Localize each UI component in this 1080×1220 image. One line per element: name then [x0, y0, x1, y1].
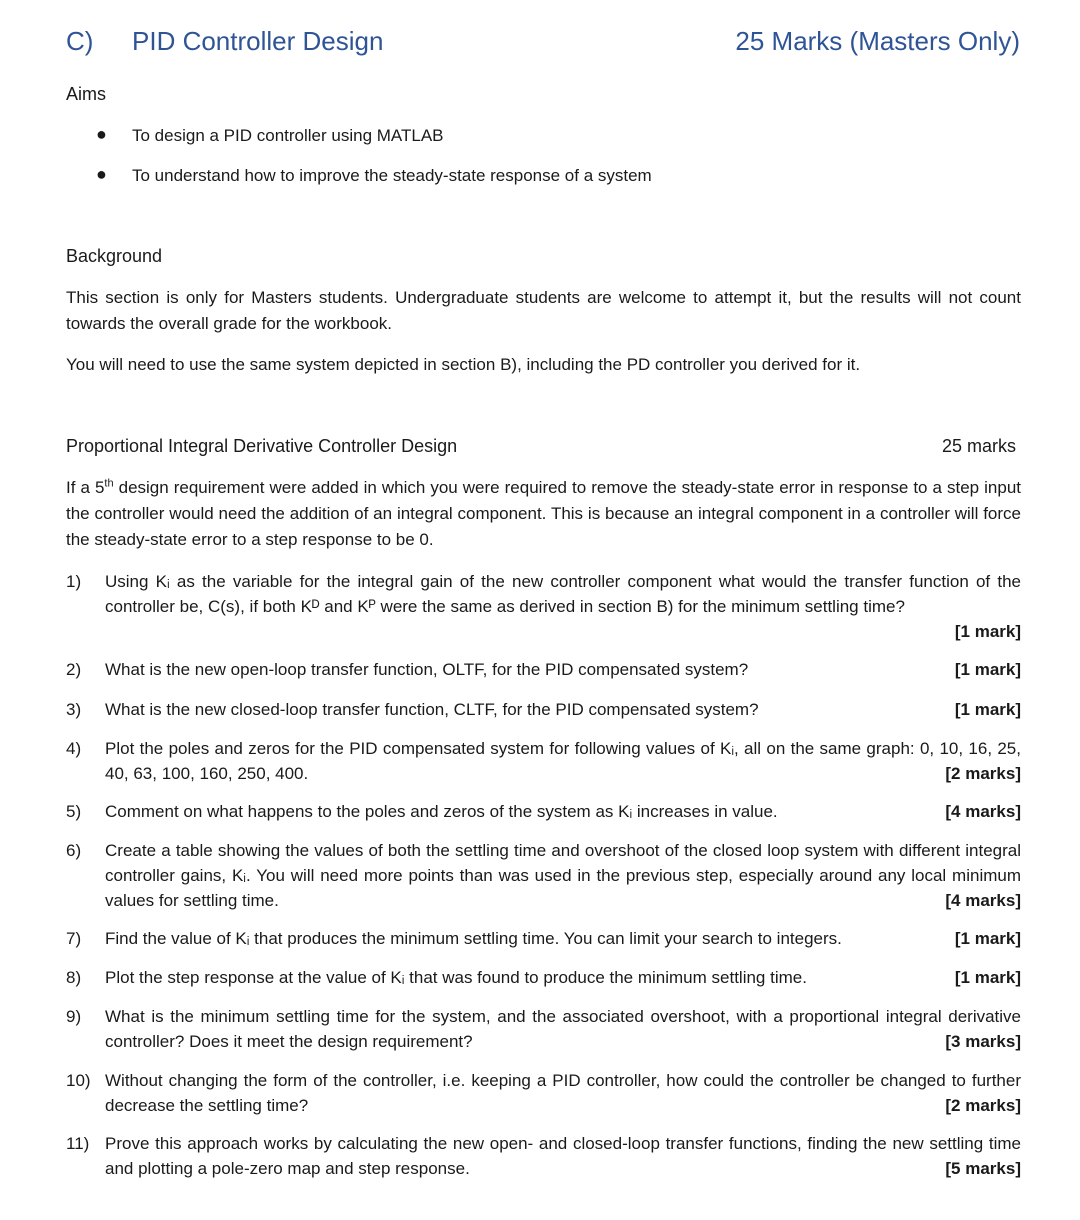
background-paragraph: You will need to use the same system depicted in section B), including the PD controller you derived for it. [66, 355, 861, 374]
question-text: What is the new open-loop transfer function, OLTF, for the PID compensated system? [105, 660, 749, 679]
pid-heading: Proportional Integral Derivative Controller Design [66, 436, 458, 456]
question-marks: [1 mark] [954, 968, 1021, 987]
question-item: 6) Create a table showing the values of both the settling time and overshoot of the closed loop system with different integral controller gains, Kᵢ. You will need more points than was used in the previous step, especially around any local minimum values for settling time. [4 marks] [66, 838, 1021, 913]
question-item: 10) Without changing the form of the controller, i.e. keeping a PID controller, how could the controller be changed to further decrease the settling time? [2 marks] [66, 1068, 1021, 1118]
question-text: Create a table showing the values of both the settling time and overshoot of the closed loop system with different integral controller gains, Kᵢ. You will need more points than was used in the previous step, especially around any local minimum values for settling time. [105, 841, 1021, 910]
section-marks: 25 Marks (Masters Only) [735, 26, 1020, 56]
question-marks: [3 marks] [945, 1032, 1021, 1051]
question-marks: [1 mark] [954, 660, 1021, 679]
question-item: 2) What is the new open-loop transfer function, OLTF, for the PID compensated system? [1 mark] [66, 657, 1021, 682]
pid-intro: If a 5th design requirement were added in which you were required to remove the steady-state error in response to a step input the controller would need the addition of an integral component. This is because an integral component in a controller will force the steady-state error to a step response to be 0. [66, 477, 1022, 549]
question-item: 8) Plot the step response at the value of Kᵢ that was found to produce the minimum settling time. [1 mark] [66, 965, 1021, 990]
question-text: Find the value of Kᵢ that produces the minimum settling time. You can limit your search to integers. [105, 929, 842, 948]
question-text: Using Kᵢ as the variable for the integral gain of the new controller component what would the transfer function of the controller be, C(s), if both Kᴰ and Kᴾ were the same as derived in section B) for the minimum settling time? [105, 572, 1021, 616]
pid-heading-row [66, 436, 1016, 457]
bullet-icon: ● [96, 164, 107, 184]
question-text: What is the minimum settling time for the system, and the associated overshoot, with a proportional integral derivative controller? Does it meet the design requirement? [105, 1007, 1021, 1051]
question-item: 4) Plot the poles and zeros for the PID compensated system for following values of Kᵢ, all on the same graph: 0, 10, 16, 25, 40, 63, 100, 160, 250, 400. [2 marks] [66, 736, 1021, 786]
section-letter: C) [66, 26, 94, 56]
question-marks: [5 marks] [945, 1159, 1021, 1178]
background-paragraph: This section is only for Masters students. Undergraduate students are welcome to attempt it, but the results will not count towards the overall grade for the workbook. [66, 288, 1021, 333]
bullet-icon: ● [96, 124, 107, 144]
question-item: 3) What is the new closed-loop transfer function, CLTF, for the PID compensated system? [1 mark] [66, 697, 1021, 722]
question-marks: [4 marks] [945, 802, 1021, 821]
question-item: 5) Comment on what happens to the poles and zeros of the system as Kᵢ increases in value. [4 marks] [66, 799, 1021, 824]
question-text: Plot the step response at the value of Kᵢ that was found to produce the minimum settling time. [105, 968, 807, 987]
question-item: 1) Using Kᵢ as the variable for the integral gain of the new controller component what would the transfer function of the controller be, C(s), if both Kᴰ and Kᴾ were the same as derived in section B) for the minimum settling time? [1 mark] [66, 569, 1021, 644]
question-item: 7) Find the value of Kᵢ that produces the minimum settling time. You can limit your search to integers. [1 mark] [66, 926, 1021, 951]
question-marks: [1 mark] [954, 929, 1021, 948]
question-text: Comment on what happens to the poles and zeros of the system as Kᵢ increases in value. [105, 802, 778, 821]
question-item: 9) What is the minimum settling time for the system, and the associated overshoot, with a proportional integral derivative controller? Does it meet the design requirement? [3 marks] [66, 1004, 1021, 1054]
question-item: 11) Prove this approach works by calculating the new open- and closed-loop transfer functions, finding the new settling time and plotting a pole-zero map and step response. [5 marks] [66, 1131, 1021, 1181]
section-heading [66, 26, 1020, 62]
section-title: PID Controller Design [132, 26, 384, 56]
question-marks: [2 marks] [945, 764, 1021, 783]
question-text: Plot the poles and zeros for the PID compensated system for following values of Kᵢ, all on the same graph: 0, 10, 16, 25, 40, 63, 100, 160, 250, 400. [105, 739, 1021, 783]
question-text: What is the new closed-loop transfer function, CLTF, for the PID compensated system? [105, 700, 759, 719]
question-marks: [1 mark] [954, 622, 1021, 641]
question-marks: [1 mark] [954, 700, 1021, 719]
background-heading: Background [66, 246, 163, 266]
pid-marks: 25 marks [941, 436, 1016, 456]
question-text: Without changing the form of the controller, i.e. keeping a PID controller, how could the controller be changed to further decrease the settling time? [105, 1071, 1021, 1115]
aims-heading: Aims [66, 84, 106, 104]
question-text: Prove this approach works by calculating the new open- and closed-loop transfer functions, finding the new settling time and plotting a pole-zero map and step response. [105, 1134, 1021, 1178]
question-marks: [4 marks] [945, 891, 1021, 910]
question-marks: [2 marks] [945, 1096, 1021, 1115]
